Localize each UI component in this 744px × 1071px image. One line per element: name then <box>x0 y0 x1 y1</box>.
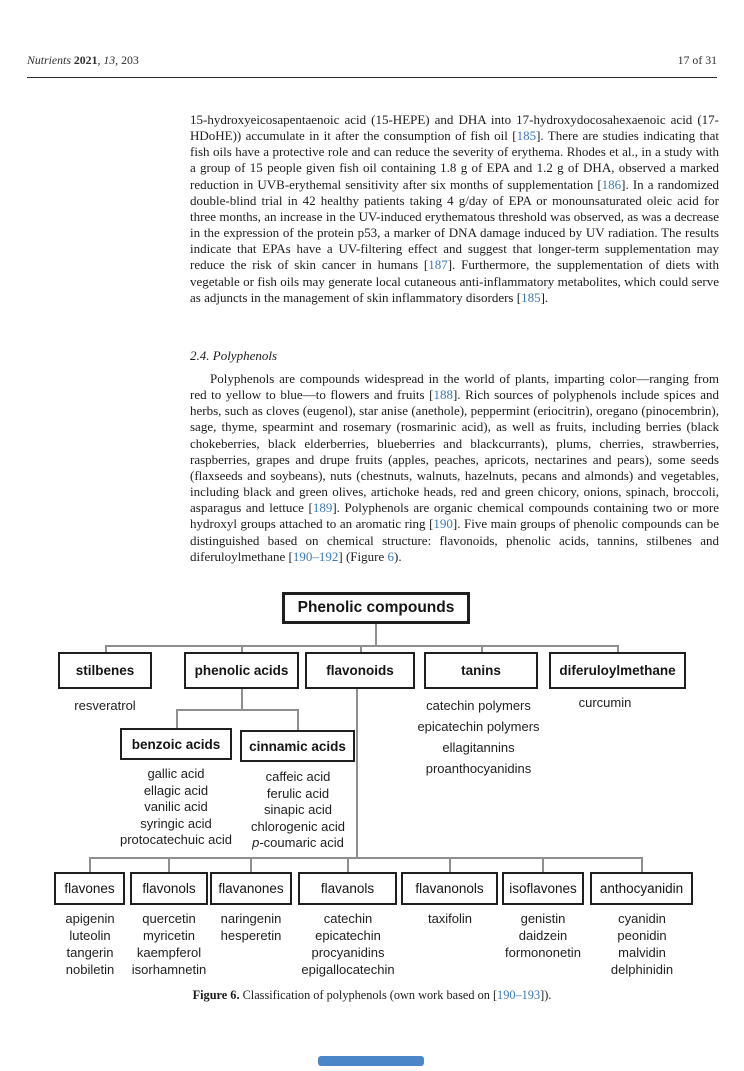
text-segment: ]. In a randomized double-blind trial in 42 healthy patients taking 4 g/day of EPA or monounsaturated oleic acid for three months, an increase in the UV-induced erythematous threshold was observed, as was a decrease in the expression of the protein p53, a marker of DNA damage induced by UV radiation. The results indicate that EPAs have a UV-filtering effect and suggest that longer-term supplementation may reduce the risk of skin cancer in humans [ <box>190 176 719 273</box>
list-item: taxifolin <box>427 911 473 926</box>
list-isoflavones-examples <box>468 910 618 961</box>
connector-line <box>250 857 252 872</box>
list-flavones-examples <box>15 910 165 978</box>
connector-line <box>542 857 544 872</box>
bottom-blue-bar <box>318 1056 424 1066</box>
reference-link[interactable]: 187 <box>428 257 448 273</box>
list-item: nobiletin <box>65 962 115 977</box>
diagram-box-phenolic-acids: phenolic acids <box>184 652 299 689</box>
text-segment: 13 <box>103 53 116 67</box>
connector-line <box>89 857 91 872</box>
reference-link[interactable]: 6 <box>387 548 394 564</box>
diagram-box-cinnamic-acids: cinnamic acids <box>240 730 355 762</box>
list-item: myricetin <box>142 928 195 943</box>
list-item: malvidin <box>618 945 666 960</box>
list-item: cyanidin <box>618 911 666 926</box>
connector-line <box>168 857 170 872</box>
text-segment: ]. There are studies indicating that fish oils have a protective role and can reduce the severity of erythema. Rhodes et al., in a study with a group of 15 people given fish oil containing 1.8 g of EPA and 1.2 g of DHA, observed a marked reduction in UVB-erythemal sensitivity after six months of supplementation [ <box>190 128 719 192</box>
connector-line <box>105 645 107 653</box>
text-segment: , 203 <box>115 53 139 67</box>
text-segment: ]. Polyphenols are organic chemical compounds containing two or more hydroxyl groups attached to an aromatic ring [ <box>190 500 719 532</box>
list-tanins-examples <box>391 695 566 779</box>
list-item: peonidin <box>617 928 667 943</box>
list-item: luteolin <box>69 928 111 943</box>
diagram-box-flavanones: flavanones <box>210 872 292 905</box>
body-paragraph-1 <box>190 112 719 306</box>
reference-link[interactable]: 190 <box>433 516 453 532</box>
list-item <box>218 835 378 852</box>
text-segment: Figure 6. <box>192 988 240 1002</box>
journal-citation <box>27 53 139 68</box>
connector-line <box>356 688 358 858</box>
connector-line <box>89 857 642 859</box>
page-header <box>27 53 717 68</box>
list-item: tangerin <box>66 945 114 960</box>
reference-link[interactable]: 190–192 <box>292 548 339 564</box>
list-item: curcumin <box>578 695 632 710</box>
text-segment: Polyphenols are compounds widespread in the world of plants, imparting color—ranging from red to yellow to blue—to flowers and fruits [ <box>190 371 719 403</box>
connector-line <box>176 709 298 711</box>
list-item: isorhamnetin <box>131 962 207 977</box>
list-item: naringenin <box>220 911 282 926</box>
list-diferuloylmethane-examples <box>535 694 675 711</box>
list-item: quercetin <box>142 911 196 926</box>
reference-link[interactable]: 190–193 <box>497 988 541 1002</box>
page-number-label: 17 of 31 <box>677 53 717 67</box>
text-segment: ]. Rich sources of polyphenols include spices and herbs, such as cloves (eugenol), star anise (anethole), peppermint (eriocitrin), oregano (pinocembrin), sage, thyme, spearmint and rosemary (rosmarinic acid), as well as fruits, including berries (black chokeberries, black elderberries, blueberries and blackcurrants), plums, cherries, strawberries, raspberries, grapes and drupe fruits (apples, peaches, apricots, nectarines and pears), some seeds (flaxseeds and soybeans), nuts (chestnuts, walnuts, hazelnuts, pecans and almonds) and vegetables, including black and green olives, artichoke heads, red and green chicory, onions, spinach, broccoli, asparagus and lettuce [ <box>190 387 719 516</box>
list-item: catechin <box>323 911 373 926</box>
connector-line <box>641 857 643 872</box>
list-item: formononetin <box>505 945 581 960</box>
connector-line <box>617 645 619 653</box>
diagram-box-diferuloylmethane: diferuloylmethane <box>549 652 686 689</box>
list-item: kaempferol <box>136 945 202 960</box>
list-item: genistin <box>520 911 566 926</box>
text-segment: ]). <box>540 988 552 1002</box>
list-stilbenes-examples <box>35 697 175 714</box>
list-item: epicatechin <box>315 928 381 943</box>
list-item: ferulic acid <box>266 785 330 801</box>
text-segment: ). <box>394 548 402 564</box>
connector-line <box>481 645 483 653</box>
diagram-box-flavanols: flavanols <box>298 872 397 905</box>
list-item: syringic acid <box>140 815 212 831</box>
reference-link[interactable]: 185 <box>521 289 541 305</box>
list-item: caffeic acid <box>265 769 331 784</box>
list-item: catechin polymers <box>426 698 531 713</box>
connector-line <box>297 709 299 730</box>
text-segment: 15-hydroxyeicosapentaenoic acid (15-HEPE) and DHA into 17-hydroxydocosahexaenoic acid (17-HDoHE)) accumulate in it after the consumption of fish oil [ <box>190 112 719 144</box>
text-segment: ]. <box>540 289 549 305</box>
reference-link[interactable]: 186 <box>601 176 622 192</box>
list-benzoic-acids-examples <box>96 766 256 849</box>
body-paragraph-2 <box>190 371 719 565</box>
list-item: ellagic acid <box>143 782 209 798</box>
connector-line <box>105 645 617 647</box>
connector-line <box>375 624 377 645</box>
text-segment: ]. Five main groups of phenolic compounds can be distinguished based on chemical structure: flavonoids, phenolic acids, tannins, stilbenes and diferuloylmethane [ <box>190 516 719 564</box>
list-item: hesperetin <box>220 928 282 943</box>
list-item: sinapic acid <box>264 802 332 817</box>
list-item: resveratrol <box>74 698 136 713</box>
connector-line <box>360 645 362 653</box>
list-item: epigallocatechin <box>301 962 395 977</box>
text-segment: p <box>252 835 260 850</box>
text-segment: ]. Furthermore, the supplementation of diets with vegetable or fish oils may generate local cutaneous anti-inflammatory metabolites, which could serve as adjuncts in the management of skin inflammatory disorders [ <box>190 257 720 305</box>
reference-link[interactable]: 188 <box>433 387 453 403</box>
list-item: delphinidin <box>610 962 674 977</box>
connector-line <box>241 688 243 710</box>
connector-line <box>241 645 243 653</box>
list-item: chlorogenic acid <box>251 818 345 834</box>
diagram-box-benzoic-acids: benzoic acids <box>120 728 232 760</box>
text-segment: -coumaric acid <box>259 835 344 850</box>
list-item: daidzein <box>518 928 568 943</box>
list-flavanones-examples <box>176 910 326 944</box>
section-heading: 2.4. Polyphenols <box>190 348 278 363</box>
text-segment: Classification of polyphenols (own work based on [ <box>239 988 498 1002</box>
list-item: protocatechuic acid <box>119 832 232 847</box>
diagram-box-flavonoids: flavonoids <box>305 652 415 689</box>
list-item: vanilic acid <box>144 799 208 814</box>
list-flavonols-examples <box>94 910 244 978</box>
text-segment: ] (Figure <box>338 548 388 564</box>
list-cinnamic-acids-examples <box>218 769 378 852</box>
diagram-box-flavones: flavones <box>54 872 125 905</box>
text-segment: Nutrients <box>27 53 74 67</box>
diagram-box-flavanonols: flavanonols <box>401 872 498 905</box>
list-item: gallic acid <box>147 766 205 781</box>
diagram-box-flavonols: flavonols <box>130 872 208 905</box>
diagram-box-anthocyanidin: anthocyanidin <box>590 872 693 905</box>
header-rule <box>27 77 717 78</box>
figure-caption <box>0 988 744 1003</box>
list-item: apigenin <box>65 911 115 926</box>
text-segment: 2021 <box>73 53 98 67</box>
reference-link[interactable]: 185 <box>516 128 537 144</box>
diagram-box-isoflavones: isoflavones <box>502 872 584 905</box>
diagram-box-tanins: tanins <box>424 652 538 689</box>
list-item: procyanidins <box>311 945 385 960</box>
list-item: ellagitannins <box>442 740 515 755</box>
reference-link[interactable]: 189 <box>312 500 333 516</box>
list-item: epicatechin polymers <box>417 719 540 734</box>
connector-line <box>176 709 178 728</box>
diagram-box-phenolic-compounds: Phenolic compounds <box>282 592 470 624</box>
diagram-box-stilbenes: stilbenes <box>58 652 152 689</box>
text-segment: , <box>97 53 104 67</box>
connector-line <box>449 857 451 872</box>
list-flavanonols-examples <box>375 910 525 927</box>
list-anthocyanidin-examples <box>567 910 717 978</box>
connector-line <box>347 857 349 872</box>
list-flavanols-examples <box>273 910 423 978</box>
list-item: proanthocyanidins <box>425 761 532 776</box>
